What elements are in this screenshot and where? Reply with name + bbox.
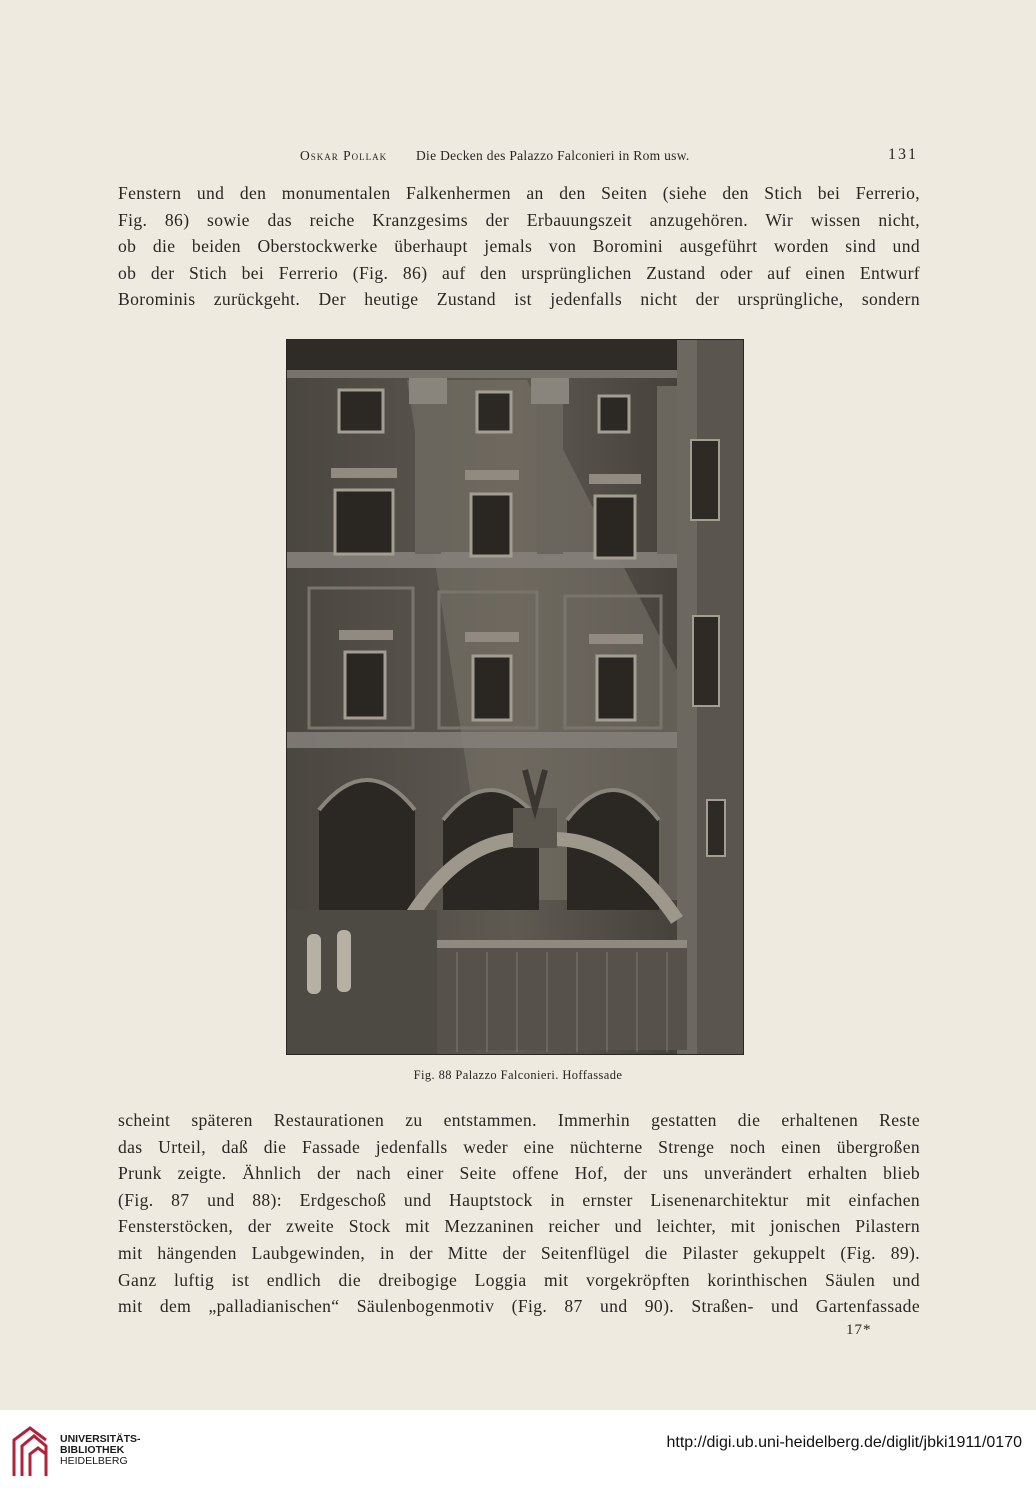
page-number: 131 bbox=[888, 146, 918, 163]
digitization-footer bbox=[0, 1410, 1036, 1490]
text-line: das Urteil, daß die Fassade jedenfalls weder eine nüchterne Strenge noch einen übergroßen bbox=[118, 1136, 920, 1157]
figure-photo-palazzo-courtyard bbox=[287, 340, 743, 1054]
text-line: Fensterstöcken, der zweite Stock mit Mezzaninen reicher und leichter, mit jonischen Pilastern bbox=[118, 1216, 920, 1237]
figure-caption: Fig. 88 Palazzo Falconieri. Hoffassade bbox=[413, 1068, 623, 1082]
library-logo-icon bbox=[10, 1426, 58, 1478]
text-line: scheint späteren Restaurationen zu entstammen. Immerhin gestatten die erhaltenen Reste bbox=[118, 1110, 920, 1130]
text-line: Prunk zeigte. Ähnlich der nach einer Seite offene Hof, der uns unverändert erhalten blieb bbox=[118, 1163, 920, 1184]
text-line: Fenstern und den monumentalen Falkenhermen an den Seiten (siehe den Stich bei Ferrerio, bbox=[118, 183, 920, 203]
paragraph-top bbox=[118, 180, 920, 313]
text-line: mit dem „palladianischen“ Säulenbogenmotiv (Fig. 87 und 90). Straßen- und Gartenfassade bbox=[118, 1296, 920, 1317]
text-line: ob der Stich bei Ferrerio (Fig. 86) auf den ursprünglichen Zustand oder auf einen Entwurf bbox=[118, 262, 920, 283]
source-url-link[interactable]: http://digi.ub.uni-heidelberg.de/diglit/jbki1911/0170 bbox=[666, 1434, 1022, 1451]
text-line: Ganz luftig ist endlich die dreibogige Loggia mit vorgekröpften korinthischen Säulen und bbox=[118, 1269, 920, 1290]
library-name-line2: BIBLIOTHEK bbox=[60, 1444, 125, 1456]
text-line: ob die beiden Oberstockwerke überhaupt jemals von Boromini ausgeführt worden sind und bbox=[118, 236, 920, 257]
signature-mark: 17* bbox=[846, 1322, 872, 1338]
running-head bbox=[118, 148, 918, 168]
text-line: Borominis zurückgeht. Der heutige Zustand ist jedenfalls nicht der ursprüngliche, sondern bbox=[118, 289, 920, 310]
text-line: (Fig. 87 und 88): Erdgeschoß und Hauptstock in ernster Lisenenarchitektur mit einfachen bbox=[118, 1189, 920, 1210]
text-line: mit hängenden Laubgewinden, in der Mitte der Seitenflügel die Pilaster gekuppelt (Fig. 89). bbox=[118, 1242, 920, 1263]
library-name-line1: UNIVERSITÄTS- bbox=[60, 1433, 141, 1445]
paragraph-bottom bbox=[118, 1107, 920, 1320]
library-name bbox=[60, 1434, 141, 1467]
header-title: Die Decken des Palazzo Falconieri in Rom usw. bbox=[416, 148, 690, 163]
courtyard-facade-illustration bbox=[287, 340, 743, 1054]
text-line: Fig. 86) sowie das reiche Kranzgesims der Erbauungszeit anzugehören. Wir wissen nicht, bbox=[118, 209, 920, 230]
library-name-line3: HEIDELBERG bbox=[60, 1455, 128, 1467]
header-author: Oskar Pollak bbox=[300, 148, 388, 163]
